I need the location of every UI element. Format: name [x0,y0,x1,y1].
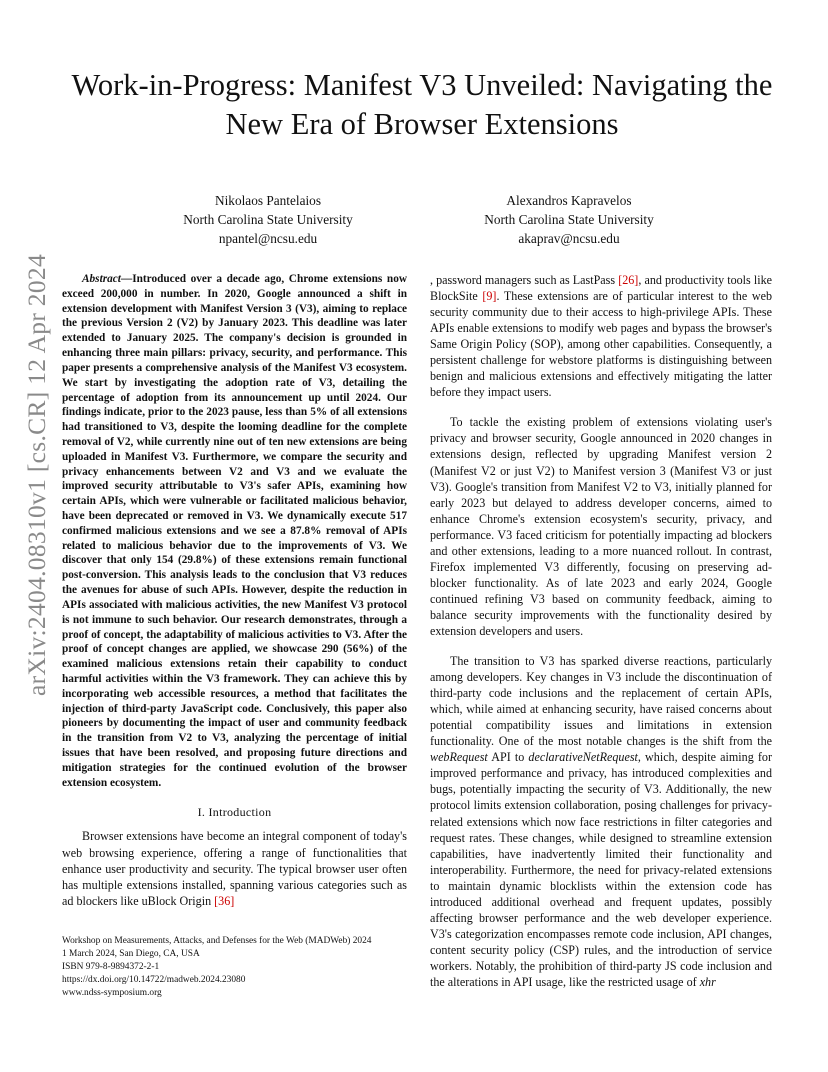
author-affiliation: North Carolina State University [484,212,654,227]
footnote [62,935,422,1000]
intro-paragraph-1-start: Browser extensions have become an integral component of today's web browsing experience, offering a range of functionalities that enhance user productivity and security. The typical browser user often has multiple extensions installed, spanning various categories such as ad blockers like uBlock Origin [36] [62,829,407,908]
abstract-label: Abstract [82,273,121,285]
api-name: webRequest [430,750,488,765]
paper-title: Work-in-Progress: Manifest V3 Unveiled: Navigating the New Era of Browser Extensions [71,68,773,141]
citation-link[interactable]: [26] [618,273,639,287]
footnote-line: Workshop on Measurements, Attacks, and Defenses for the Web (MADWeb) 2024 [62,936,372,946]
left-column [62,272,407,909]
footnote-line: 1 March 2024, San Diego, CA, USA [62,949,200,960]
author-name: Alexandros Kapravelos [506,193,632,208]
citation-link[interactable]: [9] [482,289,497,304]
author-email: akaprav@ncsu.edu [518,231,620,246]
abstract-text: —Introduced over a decade ago, Chrome extensions now exceed 200,000 in number. In 2020, Google announced a shift in extension development with Manifest Version 3 (V3), aiming to replace the previous Version 2 (V2) by January 2023. This deadline was later extended to January 2025. The company's decision is grounded in enhancing three main pillars: privacy, security, and performance. This paper presents a comprehensive analysis of the Manifest V3 ecosystem. We start by investigating the adoption rate of V3, detailing the percentage of adoption from its announcement up until 2024. Our findings indicate, prior to the 2023 pause, less than 5% of all extensions had transitioned to V3, despite the looming deadline for the complete removal of V2, while currently nine out of ten new extensions are being uploaded in Manifest V3. Furthermore, we compare the security and privacy enhancements between V2 and V3 and we evaluate the improved security attributable to V3's safer APIs, examining how certain APIs, which were vulnerable or facilitated malicious behavior, have been deprecated or removed in V3. We dynamically execute 517 confirmed malicious extensions and we see a 87.8% removal of APIs related to malicious behavior due to the improvements of V3. We discover that only 154 (29.8%) of these extensions remain functional post-conversion. This analysis leads to the conclusion that V3 reduces the avenues for abuse of such APIs. However, despite the reduction in APIs associated with malicious activities, the new Manifest V3 protocol is not immune to such behavior. Our research demonstrates, through a proof of concept, the adaptability of malicious activities to V3. After the proof of concept changes are applied, we showcase 290 (56%) of the examined malicious extensions retain their capability to conduct harmful activities within the V3 framework. They can achieve this by incorporating web accessible resources, a method that facilitates the injection of third-party JavaScript code. Conclusively, this paper also pioneers by documenting the impact of user and community feedback in the transition from V2 to V3, analyzing the percentage of initial issues that have been resolved, and proposing future directions and mitigation strategies for the continued evolution of the browser extension ecosystem. [62,273,407,789]
intro-paragraph-1-cont: , password managers such as LastPass [26], and productivity tools like BlockSite [9]. These extensions are of particular interest to the web security community due to their access to high-privilege APIs. These APIs enable extensions to modify web pages and bypass the browser's Same Origin Policy (SOP), among other capabilities. Consequently, a persistent challenge for webstore platforms is distinguishing between benign and malicious extensions and effectively mitigating the latter before they impact users. [430,273,772,400]
footnote-doi-link[interactable]: https://dx.doi.org/10.14722/madweb.2024.23080 [62,975,246,986]
citation-link[interactable]: [36] [214,893,235,908]
intro-paragraph-3: The transition to V3 has sparked diverse reactions, particularly among developers. Key changes in V3 include the discontinuation of third-party code inclusions and the replacement of certain APIs, which, while aimed at enhancing security, have raised concerns about potential compatibility issues and limitations in extension functionality. One of the most notable changes is the shift from the webRequest API to declarativeNetRequest, which, despite aiming for improved performance and privacy, has introduced complexities and bugs, potentially impacting the security of V3. Additionally, the new protocol limits extension collaboration, posing challenges for privacy-related extensions which now face restrictions in filter categories and request rates. These changes, while designed to streamline extension capabilities, have inadvertently limited their functionality and interoperability. Furthermore, the need for privacy-related extensions to maintain dynamic blocklists within the extension code has introduced additional overhead and frequent updates, possibly affecting browser performance and the web developer experience. V3's categorization encompasses remote code inclusion, API changes, content security policy (CSP) rules, and the introduction of service workers. Notably, the prohibition of third-party JS code inclusion and the alterations in API usage, like the restricted usage of xhr [430,654,772,989]
arxiv-stamp [22,253,51,697]
api-name: xhr [699,974,716,989]
right-column [430,272,772,990]
section-heading: I. Introduction [197,805,272,820]
arxiv-stamp-text: arXiv:2404.08310v1 [cs.CR] 12 Apr 2024 [22,253,51,697]
author-name: Nikolaos Pantelaios [215,193,321,208]
footnote-link[interactable]: www.ndss-symposium.org [62,988,162,999]
author-block-1 [160,191,376,248]
author-email: npantel@ncsu.edu [218,231,318,246]
intro-paragraph-2: To tackle the existing problem of extensions violating user's privacy and browser security, Google announced in 2020 changes in extensions design, reflected by upgrading Manifest version 2 (Manifest V2 or just V2) to Manifest version 3 (Manifest V3 or just V3). Google's transition from Manifest V2 to V3, initially planned for early 2023 but delayed to address developer concerns, aimed to enhance Chrome's extension ecosystem's security, privacy, and performance. V3 faced criticism for potentially impacting ad blockers and other extensions, leading to a more nuanced rollout. In contrast, Firefox implemented V3 differently, focusing on preserving ad-blocker functionality. As of late 2023 and early 2024, Google continued refining V3 based on community feedback, aiming to balance security improvements with the functionality desired by extension developers and users. [430,415,772,638]
abstract [62,272,407,790]
api-name: declarativeNetRequest [528,750,638,765]
author-block-2 [458,191,680,248]
footnote-line: ISBN 979-8-9894372-2-1 [62,962,160,973]
author-affiliation: North Carolina State University [183,212,353,227]
